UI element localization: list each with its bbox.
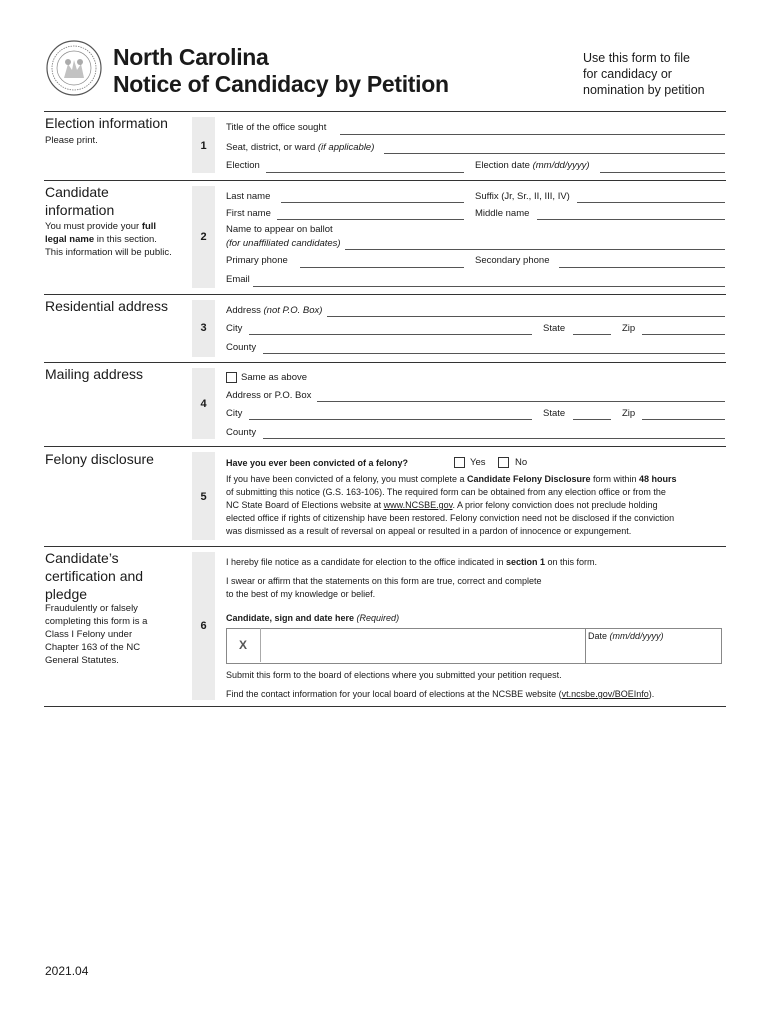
note-line: nomination by petition	[583, 83, 705, 97]
ballot-name-label: Name to appear on ballot	[226, 224, 333, 235]
felony-yes-checkbox[interactable]	[454, 457, 465, 468]
primary-phone-label: Primary phone	[226, 255, 288, 266]
swear-statement: I swear or affirm that the statements on this form are true, correct and complete to the best of my knowledge or belief.	[226, 576, 542, 599]
section-divider	[44, 546, 726, 547]
felony-no-checkbox[interactable]	[498, 457, 509, 468]
office-sought-field[interactable]	[340, 134, 725, 135]
election-date-label: Election date (mm/dd/yyyy)	[475, 160, 590, 171]
res-zip-label: Zip	[622, 323, 636, 334]
email-field[interactable]	[253, 286, 725, 287]
title-line: Candidate	[45, 184, 109, 200]
mail-zip-field[interactable]	[642, 419, 725, 420]
title-line: Candidate’s	[45, 550, 119, 566]
mail-county-label: County	[226, 427, 257, 438]
mail-zip-label: Zip	[622, 408, 636, 419]
election-label: Election	[226, 160, 260, 171]
ballot-name-hint: (for unaffiliated candidates)	[226, 238, 341, 249]
ballot-name-field[interactable]	[345, 249, 725, 250]
title-line: information	[45, 202, 115, 218]
section-divider	[44, 446, 726, 447]
contact-instructions: Find the contact information for your local board of elections at the NCSBE website (vt.ncsbe.gov/BOEInfo).	[226, 689, 655, 699]
section-3-number: 3	[200, 322, 207, 334]
middle-name-label: Middle name	[475, 208, 530, 219]
form-title	[113, 44, 449, 98]
signature-date-divider	[585, 628, 586, 664]
mail-city-field[interactable]	[249, 419, 532, 420]
res-county-field[interactable]	[263, 353, 725, 354]
res-address-field[interactable]	[327, 316, 725, 317]
first-name-field[interactable]	[277, 219, 464, 220]
nc-state-seal	[46, 40, 102, 96]
section-divider	[44, 706, 726, 707]
seat-field[interactable]	[384, 153, 725, 154]
res-state-label: State	[543, 323, 566, 334]
section-1-number: 1	[200, 140, 207, 152]
ncsbe-link[interactable]: www.NCSBE.gov	[383, 500, 453, 510]
felony-no-label: No	[515, 457, 528, 468]
boe-info-link[interactable]: vt.ncsbe.gov/BOEInfo	[561, 689, 649, 699]
suffix-label: Suffix (Jr, Sr., II, III, IV)	[475, 191, 570, 202]
office-sought-label: Title of the office sought	[226, 122, 327, 133]
felony-yes-label: Yes	[470, 457, 486, 468]
note-line: Use this form to file	[583, 51, 690, 65]
middle-name-field[interactable]	[537, 219, 725, 220]
section-divider	[44, 180, 726, 181]
title-line-1: North Carolina	[113, 44, 269, 70]
mail-state-label: State	[543, 408, 566, 419]
secondary-phone-label: Secondary phone	[475, 255, 550, 266]
notice-statement: I hereby file notice as a candidate for election to the office indicated in section 1 on this form.	[226, 557, 598, 567]
section-2-desc: You must provide your full legal name in this section. This information will be public.	[45, 221, 172, 258]
title-line: pledge	[45, 586, 88, 602]
section-5-title: Felony disclosure	[45, 451, 154, 467]
section-6-title	[45, 549, 180, 603]
res-state-field[interactable]	[573, 334, 611, 335]
primary-phone-field[interactable]	[300, 267, 464, 268]
election-field[interactable]	[266, 172, 464, 173]
submit-instructions: Submit this form to the board of elections where you submitted your petition request.	[226, 670, 562, 680]
felony-instructions: If you have been convicted of a felony, you must complete a Candidate Felony Disclosure form within 48 hours of submitting this notice (G.S. 163-106). The required form can be obtained from any election office or from the NC State Board of Elections website at www.NCSBE.gov. A prior felony conviction does not preclude holding elected office if rights of citizenship have been restored. Felony conviction need not be disclosed if the conviction was dismissed as a result of reversal on appeal or resulted in a pardon of innocence or expungement.	[226, 474, 677, 536]
note-line: for candidacy or	[583, 67, 672, 81]
signature-x-mark: X	[226, 628, 261, 662]
secondary-phone-field[interactable]	[559, 267, 725, 268]
mail-state-field[interactable]	[573, 419, 611, 420]
date-label: Date (mm/dd/yyyy)	[588, 631, 664, 641]
section-2-number: 2	[200, 231, 207, 243]
res-city-label: City	[226, 323, 243, 334]
section-divider	[44, 294, 726, 295]
section-6-number: 6	[200, 620, 207, 632]
res-city-field[interactable]	[249, 334, 532, 335]
section-5-number: 5	[200, 491, 207, 503]
same-as-above-checkbox[interactable]	[226, 372, 237, 383]
last-name-field[interactable]	[281, 202, 464, 203]
seat-label: Seat, district, or ward (if applicable)	[226, 142, 375, 153]
form-purpose-note	[583, 50, 705, 98]
mail-address-label: Address or P.O. Box	[226, 390, 312, 401]
section-1-title: Election information	[45, 115, 168, 131]
email-label: Email	[226, 274, 250, 285]
res-zip-field[interactable]	[642, 334, 725, 335]
section-3-title: Residential address	[45, 298, 168, 314]
section-divider	[44, 362, 726, 363]
mail-city-label: City	[226, 408, 243, 419]
same-as-above-label: Same as above	[241, 372, 308, 383]
sign-label: Candidate, sign and date here (Required)	[226, 613, 400, 623]
section-6-desc: Fraudulently or falsely completing this form is a Class I Felony under Chapter 163 of the NC General Statutes.	[45, 603, 148, 666]
section-4-number: 4	[200, 398, 207, 410]
res-address-label: Address (not P.O. Box)	[226, 305, 323, 316]
title-line: certification and	[45, 568, 144, 584]
last-name-label: Last name	[226, 191, 271, 202]
suffix-field[interactable]	[577, 202, 725, 203]
res-county-label: County	[226, 342, 257, 353]
election-date-field[interactable]	[600, 172, 725, 173]
section-4-title: Mailing address	[45, 366, 144, 382]
title-line-2: Notice of Candidacy by Petition	[113, 71, 449, 97]
felony-question: Have you ever been convicted of a felony?	[226, 458, 409, 468]
section-2-title	[45, 183, 180, 219]
section-1-desc: Please print.	[45, 135, 98, 146]
mail-address-field[interactable]	[317, 401, 725, 402]
mail-county-field[interactable]	[263, 438, 725, 439]
form-version: 2021.04	[45, 964, 89, 978]
section-divider	[44, 111, 726, 112]
first-name-label: First name	[226, 208, 271, 219]
